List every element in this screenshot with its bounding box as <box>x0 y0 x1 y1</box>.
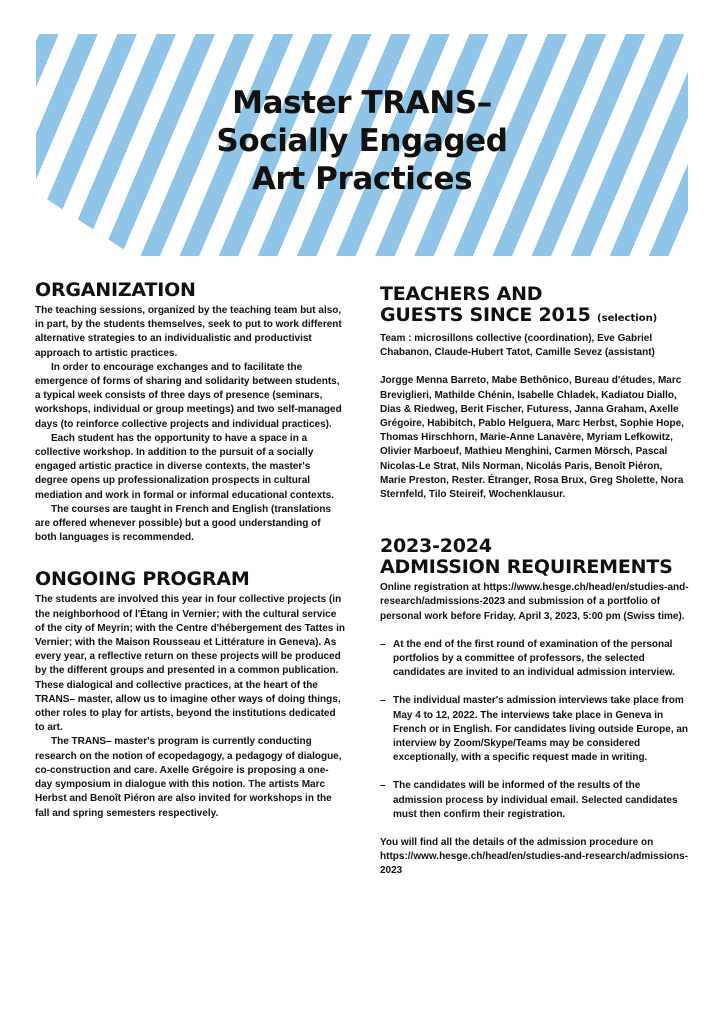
admission-heading <box>380 536 690 578</box>
title-line-2: Socially Engaged <box>216 123 508 159</box>
dash-bullet: – <box>380 780 386 792</box>
organization-section <box>35 280 345 545</box>
teachers-heading-line-1: TEACHERS AND <box>380 283 543 305</box>
program-paragraph-2: The TRANS– master's program is currently conducting research on the notion of ecopedagogy, a pedagogy of dialogue, co-construction and care. Axelle Grégoire is proposing a one-day symposium in dialogue with this notion. The artists Marc Herbst and Benoît Piéron are also invited for workshops in the fall and spring semesters respectively. <box>35 736 342 819</box>
title-line-3: Art Practices <box>251 161 473 197</box>
program-heading: ONGOING PROGRAM <box>35 568 250 591</box>
organization-paragraph-2: In order to encourage exchanges and to facilitate the emergence of forms of sharing and solidarity between students, a typical week consists of three days of presence (seminars, workshops, individual or group meetings) and two self-managed days (to reinforce collective projects and individual practices). <box>35 361 342 430</box>
organization-paragraph-4: The courses are taught in French and English (translations are offered whenever possible) but a good understanding of both languages is recommended. <box>35 503 332 544</box>
admission-step <box>380 779 690 822</box>
dash-bullet: – <box>380 695 386 707</box>
organization-heading: ORGANIZATION <box>35 279 196 301</box>
teachers-team: Team : microsillons collective (coordination), Eve Gabriel Chabanon, Claude-Hubert Tatot, Camille Sevez (assistant) <box>380 333 655 359</box>
admission-step <box>380 638 690 681</box>
admission-step <box>380 694 690 765</box>
program-section <box>35 569 345 820</box>
page-title <box>36 84 688 198</box>
admission-step-text: At the end of the first round of examination of the personal portfolios by a committee of professors, the selected candidates are invited to an individual admission interview. <box>393 638 675 679</box>
teachers-guest-list: Jorgge Menna Barreto, Mabe Bethônico, Bureau d'études, Marc Breviglieri, Mathilde Chénin, Isabelle Chladek, Kadiatou Diallo, Dias & Riedweg, Berit Fischer, Futuress, Janna Graham, Axelle Grégoire, Habibitch, Pablo Helguera, Marc Herbst, Sophie Hope, Thomas Hirschhorn, Marie-Anne Lanavère, Myriam Lefkowitz, Olivier Marboeuf, Mathieu Menghini, Carmen Mörsch, Pascal Nicolas-Le Strat, Nils Norman, Nicolás Paris, Benoît Piéron, Marie Preston, Rester. Étranger, Rosa Brux, Greg Sholette, Nora Sternfeld, Tilo Steireif, Wochenklausur. <box>380 375 684 501</box>
organization-paragraph-1: The teaching sessions, organized by the teaching team but also, in part, by the students themselves, seek to put to work different alternative strategies to an individualistic and productivist approach to artistic practices. <box>35 305 342 359</box>
admission-heading-line-2: ADMISSION REQUIREMENTS <box>380 556 673 579</box>
admission-step-text: The individual master's admission interviews take place from May 4 to 12, 2022. The interviews take place in Geneva in French or in English. For candidates living outside Europe, an interview by Zoom/Skype/Teams may be considered exceptionally, with a specific request made in writing. <box>393 695 689 764</box>
title-line-1: Master TRANS– <box>232 85 492 121</box>
admission-section <box>380 536 690 878</box>
teachers-heading-line-2: GUESTS SINCE 2015 <box>380 304 591 326</box>
teachers-section <box>380 284 690 502</box>
admission-heading-line-1: 2023-2024 <box>380 535 492 558</box>
right-column <box>380 284 690 879</box>
teachers-heading-note: (selection) <box>597 313 658 324</box>
dash-bullet: – <box>380 638 386 650</box>
admission-steps-list <box>380 638 690 822</box>
admission-outro: You will find all the details of the admission procedure on https://www.hesge.ch/head/en/studies-and-research/admissions-2023 <box>380 837 689 877</box>
teachers-heading <box>380 284 690 329</box>
admission-intro: Online registration at https://www.hesge.ch/head/en/studies-and-research/admissions-2023 and submission of a portfolio of personal work before Friday, April 3, 2023, 5:00 pm (Swiss time). <box>380 582 689 622</box>
left-column <box>35 280 345 821</box>
admission-step-text: The candidates will be informed of the results of the admission process by individual email. Selected candidates must then confirm their registration. <box>393 780 678 820</box>
organization-paragraph-3: Each student has the opportunity to have a space in a collective workshop. In addition to the pursuit of a socially engaged artistic practice in diverse contexts, the master's degree opens up professionalization prospects in cultural mediation and work in formal or informal educational contexts. <box>35 432 334 501</box>
program-paragraph-1: The students are involved this year in four collective projects (in the neighborhood of l'Étang in Vernier; with the cultural service of the city of Meyrin; with the Centre d'hébergement des Tattes in Vernier; with the Maison Rousseau et Littérature in Geneva). As every year, a reflective return on these projects will be produced by the different groups and presented in a common publication. These dialogical and collective practices, at the heart of the TRANS– master, allow us to imagine other ways of doing things, other roles to play for artists, beyond the institutions dedicated to art. <box>35 594 346 734</box>
